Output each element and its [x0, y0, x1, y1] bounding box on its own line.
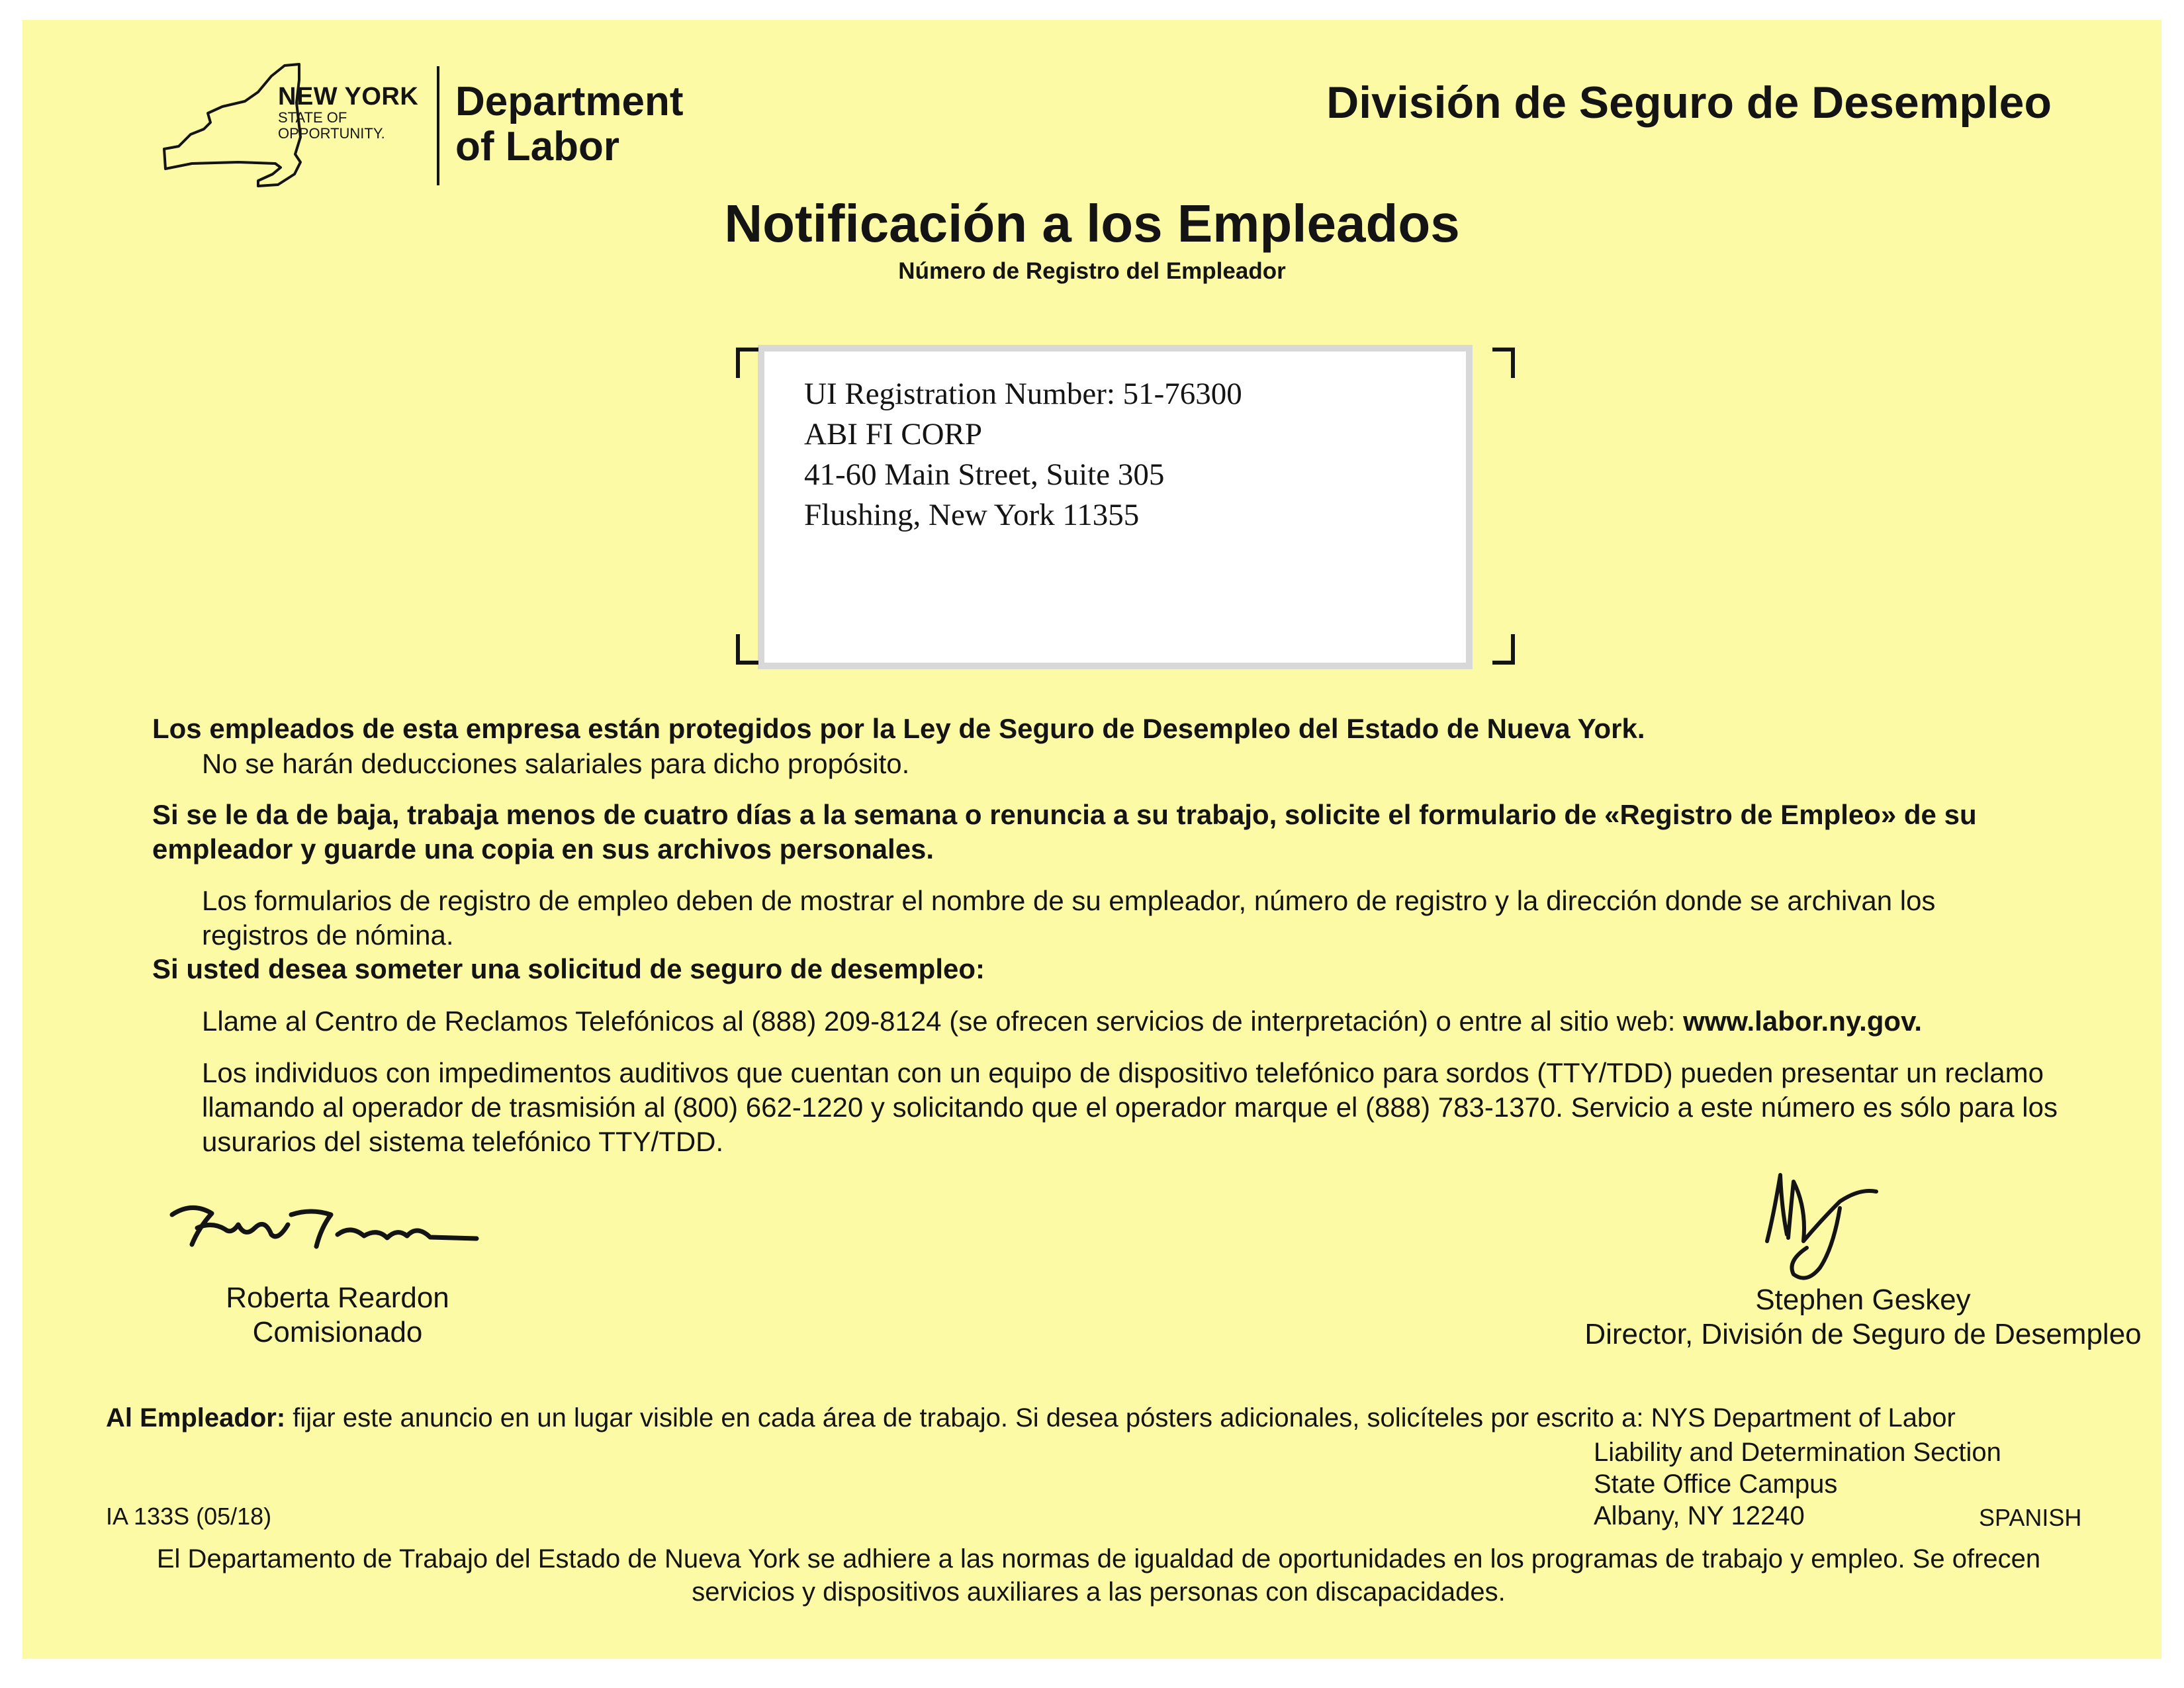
corner-mark-bottom-left [736, 634, 758, 665]
corner-mark-top-right [1492, 348, 1515, 378]
logo-opportunity: OPPORTUNITY. [278, 125, 385, 142]
page-subtitle: Número de Registro del Empleador [898, 258, 1286, 284]
address-line-city: Albany, NY 12240 [1594, 1501, 1805, 1530]
commissioner-name: Roberta Reardon [226, 1282, 449, 1314]
claim-phone-text: Llame al Centro de Reclamos Telefónicos al (888) 209-8124 (se ofrecen servicios de interpretación) o entre al sitio web: [202, 1006, 1684, 1037]
address-line-campus: State Office Campus [1594, 1470, 1838, 1499]
claim-heading: Si usted desea someter una solicitud de seguro de desempleo: [152, 953, 985, 984]
director-block [1443, 1283, 2184, 1352]
director-title: Director, División de Seguro de Desempleo [1584, 1318, 2142, 1350]
mailing-address [1594, 1436, 2001, 1532]
employer-street: 41-60 Main Street, Suite 305 [804, 457, 1165, 492]
employer-note-text: fijar este anuncio en un lugar visible en cada área de trabajo. Si desea pósters adicionales, solicíteles por escrito a: NYS Department of Labor [285, 1403, 1956, 1432]
logo-text [278, 83, 430, 142]
division-title: División de Seguro de Desempleo [1326, 77, 2052, 128]
director-name: Stephen Geskey [1755, 1284, 1971, 1316]
department-name [455, 79, 684, 169]
employer-posting-note [106, 1403, 2025, 1433]
department-line-1: Department [455, 79, 684, 124]
no-deductions-statement: No se harán deducciones salariales para dicho propósito. [202, 748, 910, 779]
department-line-2: of Labor [455, 124, 619, 169]
address-line-section: Liability and Determination Section [1594, 1438, 2001, 1467]
page-title: Notificación a los Empleados [724, 194, 1460, 253]
logo-divider [437, 66, 439, 185]
employer-city: Flushing, New York 11355 [804, 498, 1140, 532]
language-label: SPANISH [1979, 1504, 2082, 1531]
commissioner-block [199, 1281, 477, 1350]
equal-opportunity-statement: El Departamento de Trabajo del Estado de Nueva York se adhiere a las normas de igualdad de oportunidades en los programas de trabajo y empleo. Se ofrecen servicios y dispositivos auxiliares a las personas con discapacidades. [156, 1544, 2041, 1607]
corner-mark-top-left [736, 348, 758, 378]
record-form-requirements: Los formularios de registro de empleo deben de mostrar el nombre de su empleador, número de registro y la dirección donde se archivan los registros de nómina. [202, 885, 1936, 951]
commissioner-title: Comisionado [252, 1316, 423, 1348]
tty-instructions: Los individuos con impedimentos auditivos que cuentan con un equipo de dispositivo telefónico para sordos (TTY/TDD) pueden presentar un reclamo llamando al operador de trasmisión al (800) 662-1220 y solicitando que el operador marque el (888) 783-1370. Servicio a este número es sólo para los usurarios del sistema telefónico TTY/TDD. [202, 1057, 2058, 1157]
logo-state-of: STATE OF [278, 109, 347, 126]
employer-address-lines [804, 374, 1242, 536]
logo-new-york: NEW YORK [278, 83, 419, 111]
protection-statement: Los empleados de esta empresa están protegidos por la Ley de Seguro de Desempleo del Estado de Nueva York. [152, 713, 1645, 744]
commissioner-signature [165, 1188, 483, 1261]
director-signature [1741, 1162, 1886, 1288]
employer-name: ABI FI CORP [804, 417, 983, 451]
employer-label: Al Empleador: [106, 1403, 286, 1432]
corner-mark-bottom-right [1492, 634, 1515, 665]
record-of-employment-instruction: Si se le da de baja, trabaja menos de cuatro días a la semana o renuncia a su trabajo, solicite el formulario de «Registro de Empleo» de su empleador y guarde una copia en sus archivos personales. [152, 799, 1977, 865]
registration-number: UI Registration Number: 51-76300 [804, 377, 1242, 411]
form-id: IA 133S (05/18) [106, 1503, 272, 1530]
website-link[interactable]: www.labor.ny.gov. [1683, 1006, 1922, 1037]
claim-phone-instructions [202, 1004, 2121, 1039]
